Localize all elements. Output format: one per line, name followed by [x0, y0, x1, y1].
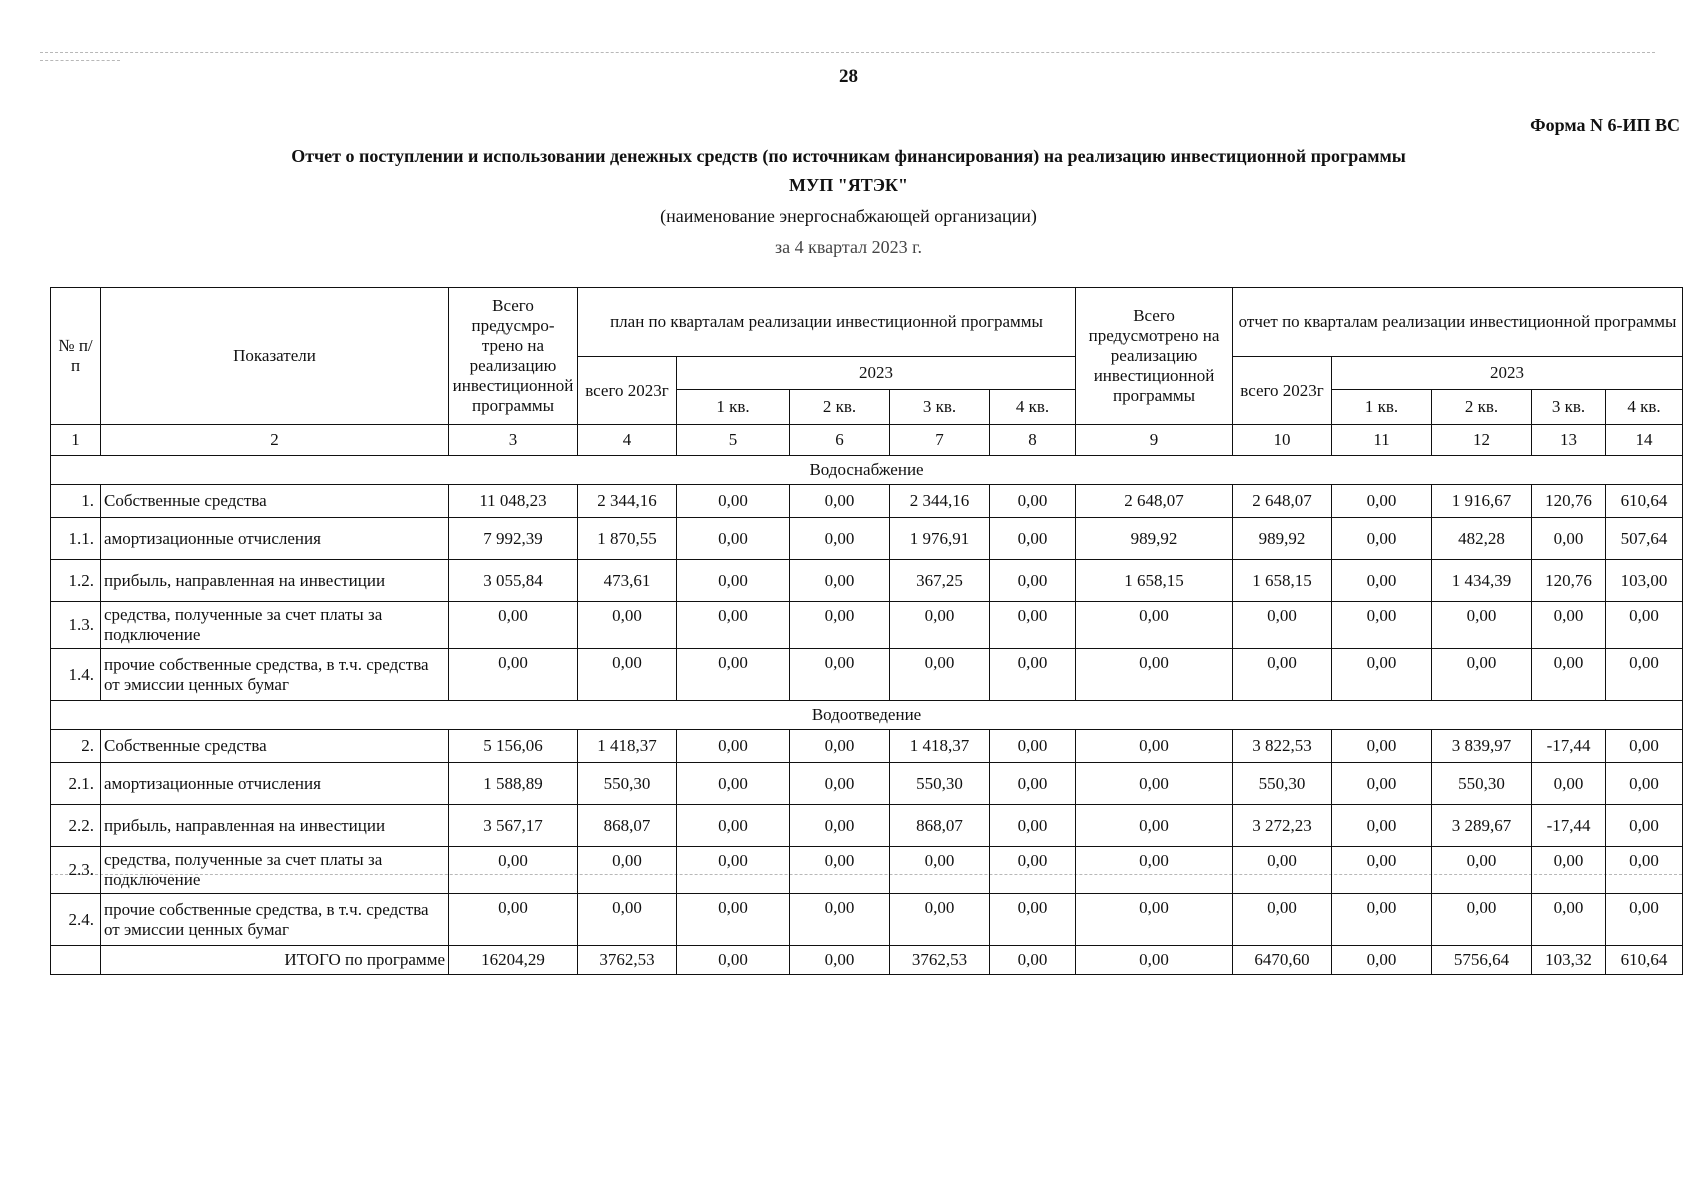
row-label: Собственные средства — [101, 730, 449, 763]
cell-value: 1 588,89 — [449, 763, 578, 805]
cell-value: 0,00 — [1233, 894, 1332, 946]
cell-value: 0,00 — [990, 763, 1076, 805]
cell-value: 0,00 — [677, 518, 790, 560]
cell-value: 103,00 — [1606, 560, 1683, 602]
column-number: 9 — [1076, 425, 1233, 456]
header-num: № п/п — [51, 288, 101, 425]
report-body — [51, 456, 1683, 975]
cell-value: 0,00 — [449, 649, 578, 701]
row-label: прочие собственные средства, в т.ч. средства от эмиссии ценных бумаг — [101, 649, 449, 701]
cell-value: 0,00 — [990, 847, 1076, 894]
cell-value: 0,00 — [790, 730, 890, 763]
cell-value: 1 658,15 — [1076, 560, 1233, 602]
row-number: 1.1. — [51, 518, 101, 560]
cell-value: 0,00 — [578, 847, 677, 894]
cell-value: 1 976,91 — [890, 518, 990, 560]
row-number: 1.4. — [51, 649, 101, 701]
row-number: 1.3. — [51, 602, 101, 649]
report-title: Отчет о поступлении и использовании денежных средств (по источникам финансирования) на реализацию инвестиционной программы — [291, 146, 1406, 166]
cell-value: 0,00 — [1606, 805, 1683, 847]
row-label: средства, полученные за счет платы за подключение — [101, 847, 449, 894]
cell-value: 0,00 — [990, 805, 1076, 847]
cell-value: 367,25 — [890, 560, 990, 602]
row-label: Собственные средства — [101, 485, 449, 518]
column-number: 8 — [990, 425, 1076, 456]
cell-value: 0,00 — [1076, 847, 1233, 894]
cell-value: 0,00 — [1432, 649, 1532, 701]
column-number: 13 — [1532, 425, 1606, 456]
cell-value: 0,00 — [677, 602, 790, 649]
total-value: 0,00 — [1076, 946, 1233, 975]
cell-value: 0,00 — [990, 560, 1076, 602]
cell-value: 0,00 — [1532, 894, 1606, 946]
cell-value: 0,00 — [1532, 649, 1606, 701]
row-number: 2. — [51, 730, 101, 763]
total-value: 6470,60 — [1233, 946, 1332, 975]
cell-value: 0,00 — [449, 894, 578, 946]
cell-value: 0,00 — [1076, 602, 1233, 649]
header-report-year: 2023 — [1332, 357, 1683, 390]
cell-value: 11 048,23 — [449, 485, 578, 518]
column-number: 7 — [890, 425, 990, 456]
cell-value: 0,00 — [1606, 602, 1683, 649]
cell-value: 0,00 — [890, 894, 990, 946]
row-number: 2.2. — [51, 805, 101, 847]
cell-value: 2 648,07 — [1233, 485, 1332, 518]
total-value: 0,00 — [1332, 946, 1432, 975]
table-row — [51, 894, 1683, 946]
row-label: прибыль, направленная на инвестиции — [101, 805, 449, 847]
cell-value: 3 272,23 — [1233, 805, 1332, 847]
cell-value: 0,00 — [1332, 730, 1432, 763]
header-report-q4: 4 кв. — [1606, 390, 1683, 425]
cell-value: 1 418,37 — [890, 730, 990, 763]
column-number: 6 — [790, 425, 890, 456]
total-num — [51, 946, 101, 975]
cell-value: 0,00 — [1432, 894, 1532, 946]
cell-value: 0,00 — [790, 518, 890, 560]
header-plan-q2: 2 кв. — [790, 390, 890, 425]
organization-name: МУП "ЯТЭК" — [789, 175, 908, 195]
total-value: 610,64 — [1606, 946, 1683, 975]
row-number: 1. — [51, 485, 101, 518]
cell-value: 2 344,16 — [578, 485, 677, 518]
column-number: 1 — [51, 425, 101, 456]
cell-value: 0,00 — [990, 649, 1076, 701]
cell-value: 0,00 — [1432, 847, 1532, 894]
cell-value: 0,00 — [1606, 847, 1683, 894]
total-value: 0,00 — [990, 946, 1076, 975]
row-label: амортизационные отчисления — [101, 518, 449, 560]
table-row — [51, 560, 1683, 602]
cell-value: 0,00 — [578, 602, 677, 649]
cell-value: 0,00 — [990, 894, 1076, 946]
total-value: 3762,53 — [890, 946, 990, 975]
cell-value: 0,00 — [449, 602, 578, 649]
cell-value: 0,00 — [449, 847, 578, 894]
cell-value: 0,00 — [1233, 649, 1332, 701]
cell-value: 120,76 — [1532, 485, 1606, 518]
row-label: средства, полученные за счет платы за подключение — [101, 602, 449, 649]
cell-value: 0,00 — [990, 602, 1076, 649]
cell-value: -17,44 — [1532, 730, 1606, 763]
cell-value: 0,00 — [1332, 894, 1432, 946]
cell-value: 0,00 — [1332, 560, 1432, 602]
column-numbers-row — [51, 425, 1683, 456]
header-total-planned-2: Всего предусмотрено на реализацию инвестиционной программы — [1076, 288, 1233, 425]
header-report-total: всего 2023г — [1233, 357, 1332, 425]
total-row — [51, 946, 1683, 975]
row-label: прочие собственные средства, в т.ч. средства от эмиссии ценных бумаг — [101, 894, 449, 946]
cell-value: -17,44 — [1532, 805, 1606, 847]
cell-value: 0,00 — [790, 894, 890, 946]
header-plan-q1: 1 кв. — [677, 390, 790, 425]
cell-value: 0,00 — [1076, 730, 1233, 763]
page-number: 28 — [839, 66, 858, 87]
cell-value: 0,00 — [990, 730, 1076, 763]
cell-value: 1 418,37 — [578, 730, 677, 763]
cell-value: 0,00 — [1332, 847, 1432, 894]
cell-value: 0,00 — [1076, 894, 1233, 946]
cell-value: 0,00 — [677, 485, 790, 518]
section-title: Водоотведение — [51, 701, 1683, 730]
column-number: 14 — [1606, 425, 1683, 456]
cell-value: 0,00 — [1606, 730, 1683, 763]
column-number: 3 — [449, 425, 578, 456]
table-row — [51, 602, 1683, 649]
cell-value: 0,00 — [1606, 649, 1683, 701]
header-plan-q4: 4 кв. — [990, 390, 1076, 425]
header-plan-total: всего 2023г — [578, 357, 677, 425]
cell-value: 0,00 — [990, 485, 1076, 518]
cell-value: 0,00 — [790, 560, 890, 602]
cell-value: 3 289,67 — [1432, 805, 1532, 847]
organization-caption: (наименование энергоснабжающей организации) — [660, 206, 1037, 226]
cell-value: 1 870,55 — [578, 518, 677, 560]
scan-artifact-line — [40, 60, 120, 61]
cell-value: 0,00 — [1076, 649, 1233, 701]
header-indicator: Показатели — [101, 288, 449, 425]
cell-value: 0,00 — [890, 649, 990, 701]
header-plan-group: план по кварталам реализации инвестиционной программы — [578, 288, 1076, 357]
cell-value: 0,00 — [578, 649, 677, 701]
row-label: прибыль, направленная на инвестиции — [101, 560, 449, 602]
cell-value: 0,00 — [1233, 602, 1332, 649]
cell-value: 507,64 — [1606, 518, 1683, 560]
section-title: Водоснабжение — [51, 456, 1683, 485]
cell-value: 0,00 — [890, 602, 990, 649]
cell-value: 989,92 — [1076, 518, 1233, 560]
cell-value: 0,00 — [1432, 602, 1532, 649]
cell-value: 0,00 — [1606, 894, 1683, 946]
column-number: 12 — [1432, 425, 1532, 456]
table-row — [51, 485, 1683, 518]
cell-value: 0,00 — [578, 894, 677, 946]
cell-value: 3 055,84 — [449, 560, 578, 602]
cell-value: 0,00 — [1076, 805, 1233, 847]
report-period: за 4 квартал 2023 г. — [775, 237, 922, 257]
total-value: 3762,53 — [578, 946, 677, 975]
header-plan-year: 2023 — [677, 357, 1076, 390]
cell-value: 0,00 — [1332, 805, 1432, 847]
cell-value: 482,28 — [1432, 518, 1532, 560]
table-row — [51, 805, 1683, 847]
cell-value: 0,00 — [790, 805, 890, 847]
row-number: 2.4. — [51, 894, 101, 946]
cell-value: 3 839,97 — [1432, 730, 1532, 763]
financing-report-table — [50, 287, 1683, 975]
cell-value: 0,00 — [677, 763, 790, 805]
cell-value: 0,00 — [1606, 763, 1683, 805]
cell-value: 550,30 — [578, 763, 677, 805]
column-number: 4 — [578, 425, 677, 456]
cell-value: 0,00 — [1233, 847, 1332, 894]
table-row — [51, 730, 1683, 763]
cell-value: 610,64 — [1606, 485, 1683, 518]
cell-value: 7 992,39 — [449, 518, 578, 560]
cell-value: 3 567,17 — [449, 805, 578, 847]
cell-value: 0,00 — [890, 847, 990, 894]
cell-value: 0,00 — [1532, 602, 1606, 649]
cell-value: 1 916,67 — [1432, 485, 1532, 518]
cell-value: 0,00 — [677, 847, 790, 894]
header-report-group: отчет по кварталам реализации инвестиционной программы — [1233, 288, 1683, 357]
total-value: 5756,64 — [1432, 946, 1532, 975]
total-label: ИТОГО по программе — [101, 946, 449, 975]
header-report-q3: 3 кв. — [1532, 390, 1606, 425]
cell-value: 5 156,06 — [449, 730, 578, 763]
cell-value: 0,00 — [1332, 602, 1432, 649]
cell-value: 0,00 — [1332, 518, 1432, 560]
total-value: 103,32 — [1532, 946, 1606, 975]
cell-value: 550,30 — [1233, 763, 1332, 805]
header-report-q2: 2 кв. — [1432, 390, 1532, 425]
cell-value: 0,00 — [1332, 649, 1432, 701]
table-row — [51, 649, 1683, 701]
row-number: 2.3. — [51, 847, 101, 894]
cell-value: 2 344,16 — [890, 485, 990, 518]
cell-value: 0,00 — [1532, 518, 1606, 560]
cell-value: 868,07 — [890, 805, 990, 847]
form-label: Форма N 6-ИП ВС — [1530, 115, 1680, 135]
cell-value: 2 648,07 — [1076, 485, 1233, 518]
cell-value: 550,30 — [1432, 763, 1532, 805]
header-plan-q3: 3 кв. — [890, 390, 990, 425]
cell-value: 0,00 — [1532, 763, 1606, 805]
column-number: 10 — [1233, 425, 1332, 456]
header-report-q1: 1 кв. — [1332, 390, 1432, 425]
total-value: 0,00 — [790, 946, 890, 975]
cell-value: 989,92 — [1233, 518, 1332, 560]
cell-value: 0,00 — [1076, 763, 1233, 805]
cell-value: 0,00 — [990, 518, 1076, 560]
section-row — [51, 456, 1683, 485]
column-number: 2 — [101, 425, 449, 456]
cell-value: 868,07 — [578, 805, 677, 847]
table-row — [51, 518, 1683, 560]
cell-value: 0,00 — [790, 485, 890, 518]
cell-value: 0,00 — [677, 649, 790, 701]
cell-value: 1 658,15 — [1233, 560, 1332, 602]
section-row — [51, 701, 1683, 730]
cell-value: 0,00 — [677, 560, 790, 602]
total-value: 16204,29 — [449, 946, 578, 975]
cell-value: 473,61 — [578, 560, 677, 602]
cell-value: 0,00 — [790, 763, 890, 805]
cell-value: 0,00 — [677, 894, 790, 946]
column-number: 5 — [677, 425, 790, 456]
column-number: 11 — [1332, 425, 1432, 456]
header-total-planned: Всего предусмро-трено на реализацию инвестиционной программы — [449, 288, 578, 425]
scan-artifact-line — [40, 52, 1655, 53]
cell-value: 0,00 — [677, 730, 790, 763]
cell-value: 550,30 — [890, 763, 990, 805]
cell-value: 0,00 — [790, 847, 890, 894]
row-label: амортизационные отчисления — [101, 763, 449, 805]
cell-value: 0,00 — [790, 649, 890, 701]
cell-value: 3 822,53 — [1233, 730, 1332, 763]
row-number: 2.1. — [51, 763, 101, 805]
cell-value: 0,00 — [1532, 847, 1606, 894]
row-number: 1.2. — [51, 560, 101, 602]
cell-value: 1 434,39 — [1432, 560, 1532, 602]
table-row — [51, 763, 1683, 805]
table-row — [51, 847, 1683, 894]
cell-value: 120,76 — [1532, 560, 1606, 602]
cell-value: 0,00 — [1332, 485, 1432, 518]
total-value: 0,00 — [677, 946, 790, 975]
cell-value: 0,00 — [677, 805, 790, 847]
cell-value: 0,00 — [790, 602, 890, 649]
cell-value: 0,00 — [1332, 763, 1432, 805]
